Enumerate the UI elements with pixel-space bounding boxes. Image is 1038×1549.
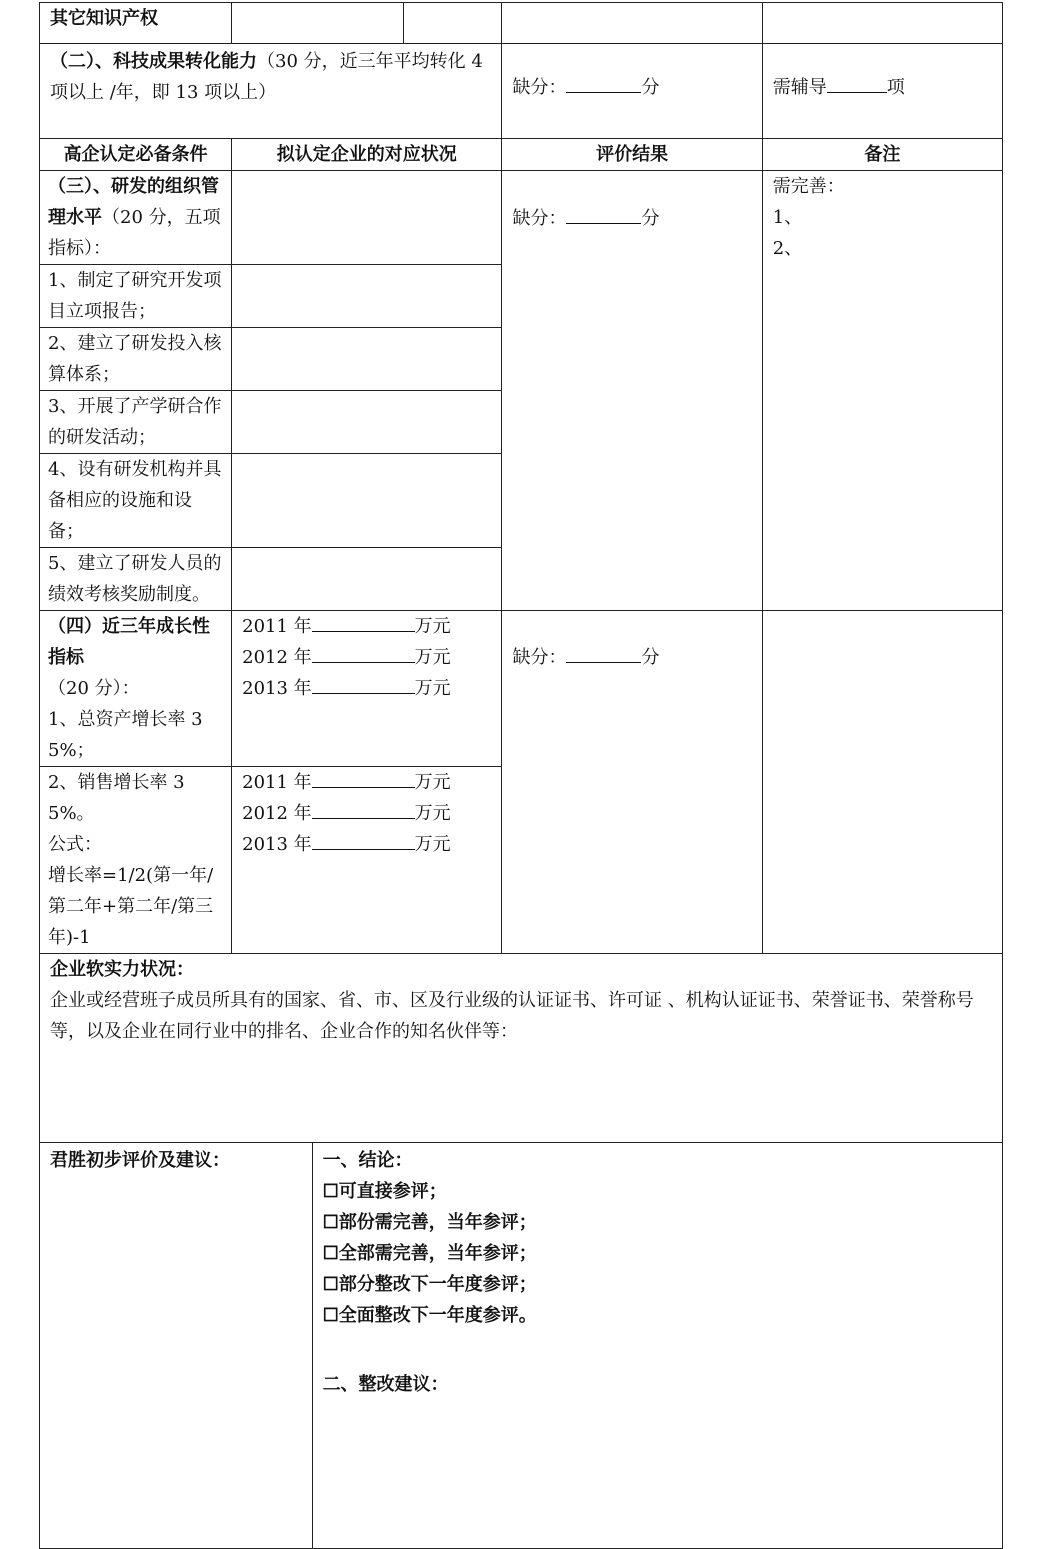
other-ip-result[interactable] (502, 3, 762, 44)
section4-row-a (40, 611, 1003, 767)
section2-desc: （30 分，近三年平均转化 4 项以上 /年，即 13 项以上） (50, 51, 483, 103)
evaluation-row (40, 1143, 1003, 1549)
section3-title: （三）、研发的组织管理水平 (48, 176, 219, 228)
section3-status-2[interactable] (232, 328, 502, 391)
formula-label: 公式： (48, 834, 102, 855)
row-other-ip (40, 3, 1003, 44)
year-value-blank[interactable] (312, 829, 415, 850)
year-value-blank[interactable] (312, 642, 415, 663)
other-ip-label: 其它知识产权 (40, 3, 232, 44)
checkbox-icon[interactable]: ☐ (322, 1305, 339, 1326)
other-ip-note[interactable] (762, 3, 1002, 44)
section3-status-1[interactable] (232, 265, 502, 328)
other-ip-cell-b[interactable] (404, 3, 501, 43)
section3-status-3[interactable] (232, 391, 502, 454)
conclusion-option[interactable]: ☐部分整改下一年度参评； (322, 1274, 537, 1295)
section2-score: 缺分： 分 (502, 44, 762, 139)
conclusion-title: 一、结论： (322, 1150, 413, 1171)
section3-item: 2、建立了研发投入核算体系； (40, 328, 232, 391)
conclusion-option[interactable]: ☐可直接参评； (322, 1181, 447, 1202)
soft-power-cell[interactable] (40, 954, 1003, 1143)
other-ip-cell-a[interactable] (232, 3, 404, 43)
year-value-blank[interactable] (312, 798, 415, 819)
section3-desc: （20 分，五项指标）： (48, 207, 221, 259)
section4-years-a: 2011 年 万元 2012 年 万元 2013 年 万元 (232, 611, 502, 767)
section3-note-item: 1、 (772, 207, 803, 228)
soft-power-row (40, 954, 1003, 1143)
section2-score-blank[interactable] (566, 72, 641, 93)
section3-status-5[interactable] (232, 548, 502, 611)
section2-note: 需辅导 项 (762, 44, 1002, 139)
evaluation-content (312, 1143, 1002, 1549)
section2-title: （二）、科技成果转化能力 (50, 51, 257, 72)
evaluation-form (39, 2, 1003, 1549)
section3-note: 需完善： 1、 2、 (762, 171, 1002, 611)
header-status: 拟认定企业的对应状况 (232, 139, 502, 171)
section3-item: 5、建立了研发人员的绩效考核奖励制度。 (40, 548, 232, 611)
section4-item1: 1、总资产增长率 35%； (48, 709, 203, 761)
evaluation-label: 君胜初步评价及建议： (40, 1143, 313, 1549)
checkbox-icon[interactable]: ☐ (322, 1181, 339, 1202)
section4-note[interactable] (762, 611, 1002, 954)
section3-status-4[interactable] (232, 454, 502, 548)
soft-power-text: 企业或经营班子成员所具有的国家、省、市、区及行业级的认证证书、许可证 、机构认证证书、荣誉证书、荣誉称号等，以及企业在同行业中的排名、企业合作的知名伙伴等： (50, 990, 974, 1042)
section4-item2: 2、销售增长率 35%。 (48, 772, 185, 824)
conclusion-option[interactable]: ☐全部需完善，当年参评； (322, 1243, 537, 1264)
section3-note-item: 2、 (772, 238, 803, 259)
checkbox-icon[interactable]: ☐ (322, 1274, 339, 1295)
section3-score-blank[interactable] (566, 203, 641, 224)
section3-item: 3、开展了产学研合作的研发活动； (40, 391, 232, 454)
year-value-blank[interactable] (312, 767, 415, 788)
section3-item: 1、制定了研究开发项目立项报告； (40, 265, 232, 328)
section4-score-blank[interactable] (566, 642, 641, 663)
suggestion-title: 二、整改建议： (322, 1374, 449, 1395)
section3-item: 4、设有研发机构并具备相应的设施和设备； (40, 454, 232, 548)
checkbox-icon[interactable]: ☐ (322, 1212, 339, 1233)
section3-title-cell (40, 171, 232, 265)
section3-head-row (40, 171, 1003, 265)
section4-score: 缺分： 分 (502, 611, 762, 954)
conclusion-option[interactable]: ☐全面整改下一年度参评。 (322, 1305, 537, 1326)
row-section2 (40, 44, 1003, 139)
section4-years-b: 2011 年 万元 2012 年 万元 2013 年 万元 (232, 767, 502, 954)
section2-cell (40, 44, 502, 139)
section3-status-0[interactable] (232, 171, 502, 265)
section2-note-blank[interactable] (827, 72, 887, 93)
header-note: 备注 (762, 139, 1002, 171)
header-result: 评价结果 (502, 139, 762, 171)
section4-formula-cell (40, 767, 232, 954)
section4-title-cell (40, 611, 232, 767)
soft-power-title: 企业软实力状况： (50, 959, 194, 980)
section4-desc: （20 分）： (48, 678, 140, 699)
section3-score: 缺分： 分 (502, 171, 762, 611)
year-value-blank[interactable] (312, 611, 415, 632)
header-row (40, 139, 1003, 171)
year-value-blank[interactable] (312, 673, 415, 694)
form-table (39, 2, 1003, 1549)
section4-title: （四）近三年成长性指标 (48, 616, 210, 668)
formula-text: 增长率=1/2(第一年/第二年+第二年/第三年)-1 (48, 865, 214, 948)
conclusion-option[interactable]: ☐部份需完善，当年参评； (322, 1212, 537, 1233)
header-conditions: 高企认定必备条件 (40, 139, 232, 171)
checkbox-icon[interactable]: ☐ (322, 1243, 339, 1264)
